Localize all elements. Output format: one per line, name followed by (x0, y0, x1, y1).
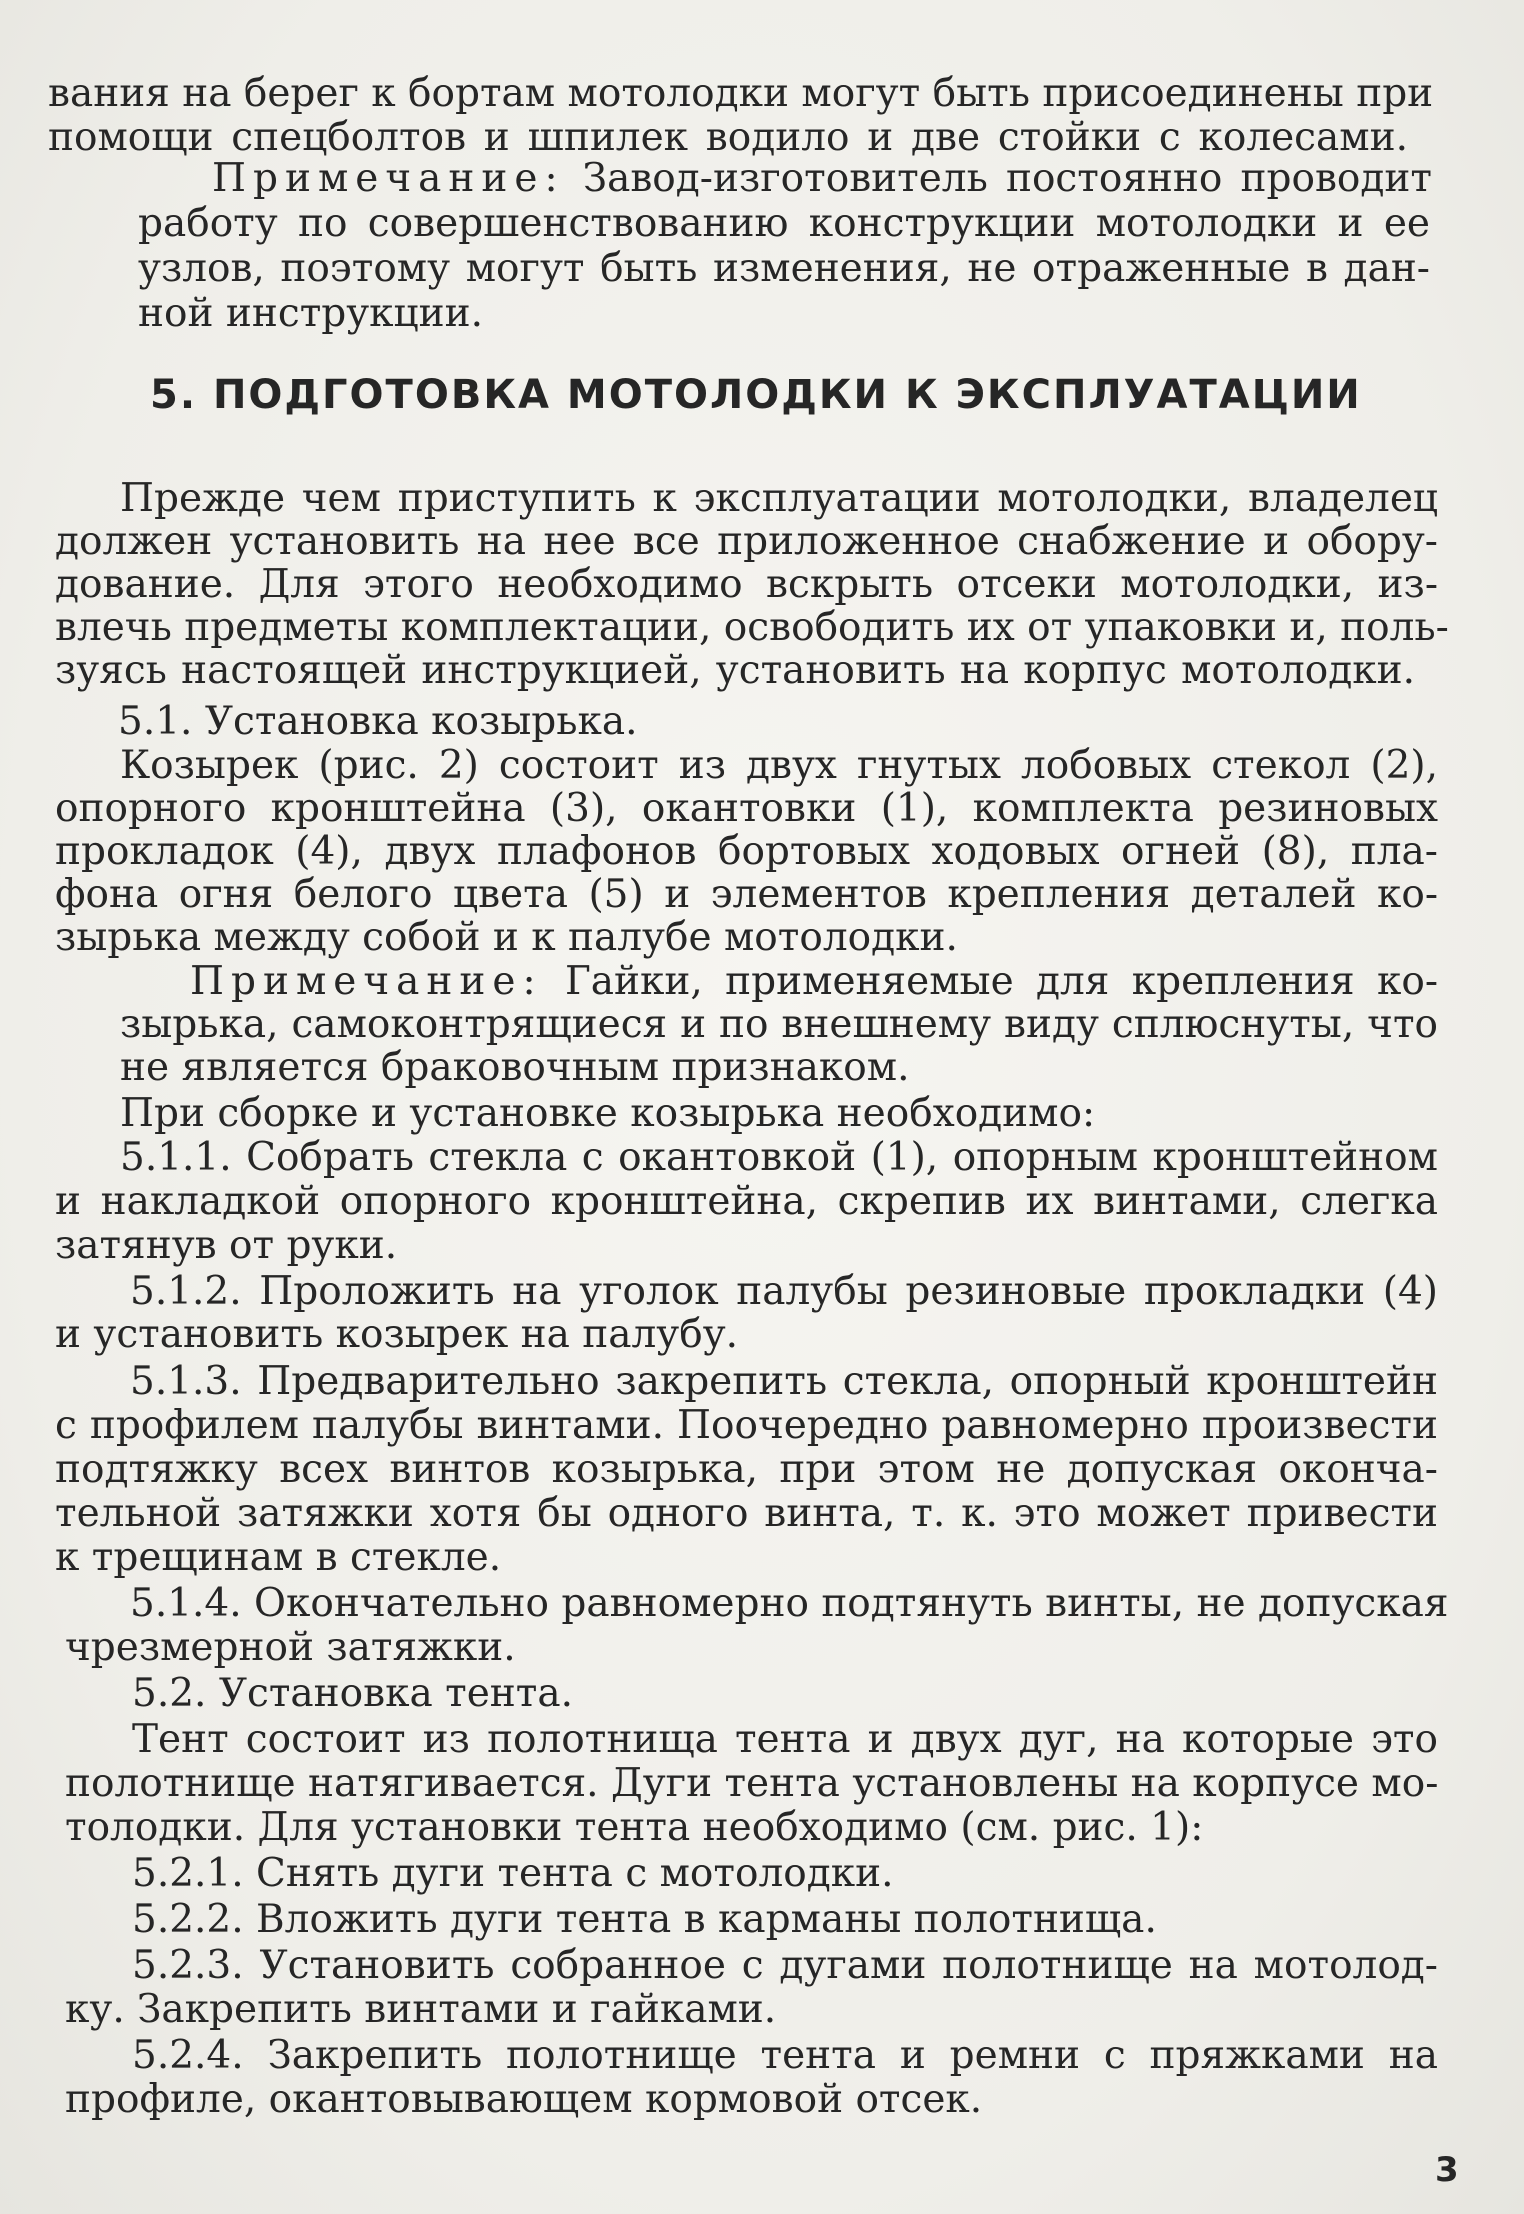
text-line: дование. Для этого необходимо вскрыть отсеки мотолодки, из- (55, 562, 1438, 607)
text-line: работу по совершенствованию конструкции мотолодки и ее (138, 201, 1430, 246)
text-line: помощи спецболтов и шпилек водило и две стойки с колесами. (48, 115, 1408, 160)
text-line: прокладок (4), двух плафонов бортовых ходовых огней (8), пла- (55, 829, 1438, 874)
text-line: толодки. Для установки тента необходимо (см. рис. 1): (65, 1805, 1204, 1850)
text-line: 5.2.1. Снять дуги тента с мотолодки. (132, 1851, 894, 1896)
text-line: и установить козырек на палубу. (55, 1312, 739, 1357)
text-line: При сборке и установке козырька необходимо: (120, 1091, 1096, 1136)
text-line: зуясь настоящей инструкцией, установить на корпус мотолодки. (55, 648, 1415, 693)
text-line: Козырек (рис. 2) состоит из двух гнутых лобовых стекол (2), (120, 743, 1438, 788)
text-line: опорного кронштейна (3), окантовки (1), комплекта резиновых (55, 786, 1438, 831)
text-line: 5.2.3. Установить собранное с дугами полотнище на мотолод- (132, 1943, 1438, 1988)
text-line: затянув от руки. (55, 1223, 398, 1268)
text-line: влечь предметы комплектации, освободить их от упаковки и, поль- (55, 605, 1449, 650)
text-line: к трещинам в стекле. (55, 1535, 502, 1580)
text-line: Прежде чем приступить к эксплуатации мотолодки, владелец (120, 476, 1438, 521)
text-line: 5.1. Установка козырька. (118, 699, 638, 744)
text-line: ку. Закрепить винтами и гайками. (65, 1987, 777, 2032)
text-line: ной инструкции. (138, 291, 484, 336)
text-line: узлов, поэтому могут быть изменения, не отраженные в дан- (138, 246, 1430, 291)
text-line: профиле, окантовывающем кормовой отсек. (65, 2077, 983, 2122)
text-line: Примечание: Завод-изготовитель постоянно проводит (212, 156, 1432, 201)
text-line: Тент состоит из полотнища тента и двух дуг, на которые это (132, 1717, 1438, 1762)
text-line: 5.2. Установка тента. (132, 1671, 573, 1716)
text-line: 5.1.2. Проложить на уголок палубы резиновые прокладки (4) (130, 1269, 1438, 1314)
text-line: с профилем палубы винтами. Поочередно равномерно произвести (55, 1403, 1438, 1448)
section-heading: 5. ПОДГОТОВКА МОТОЛОДКИ К ЭКСПЛУАТАЦИИ (150, 372, 1362, 418)
text-line: 5.1.1. Собрать стекла с окантовкой (1), опорным кронштейном (120, 1135, 1438, 1180)
text-line: зырька, самоконтрящиеся и по внешнему виду сплюснуты, что (120, 1002, 1438, 1047)
text-line: 5.1.3. Предварительно закрепить стекла, опорный кронштейн (130, 1359, 1438, 1404)
text-line: фона огня белого цвета (5) и элементов крепления деталей ко- (55, 872, 1438, 917)
text-line: зырька между собой и к палубе мотолодки. (55, 915, 958, 960)
text-line: подтяжку всех винтов козырька, при этом не допуская оконча- (55, 1447, 1438, 1492)
text-line: вания на берег к бортам мотолодки могут быть присоединены при (48, 71, 1434, 116)
text-line: полотнище натягивается. Дуги тента установлены на корпусе мо- (65, 1761, 1439, 1806)
text-line: тельной затяжки хотя бы одного винта, т. к. это может привести (55, 1491, 1438, 1536)
text-line: 5.1.4. Окончательно равномерно подтянуть винты, не допуская (130, 1581, 1449, 1626)
text-line: и накладкой опорного кронштейна, скрепив их винтами, слегка (55, 1179, 1438, 1224)
text-line: должен установить на нее все приложенное снабжение и обору- (55, 519, 1438, 564)
page-number: 3 (1435, 2150, 1459, 2190)
text-line: чрезмерной затяжки. (65, 1625, 516, 1670)
text-line: 5.2.2. Вложить дуги тента в карманы полотнища. (132, 1897, 1157, 1942)
text-line: Примечание: Гайки, применяемые для крепления ко- (190, 959, 1438, 1004)
text-line: 5.2.4. Закрепить полотнище тента и ремни с пряжками на (132, 2033, 1438, 2078)
text-line: не является браковочным признаком. (120, 1045, 910, 1090)
